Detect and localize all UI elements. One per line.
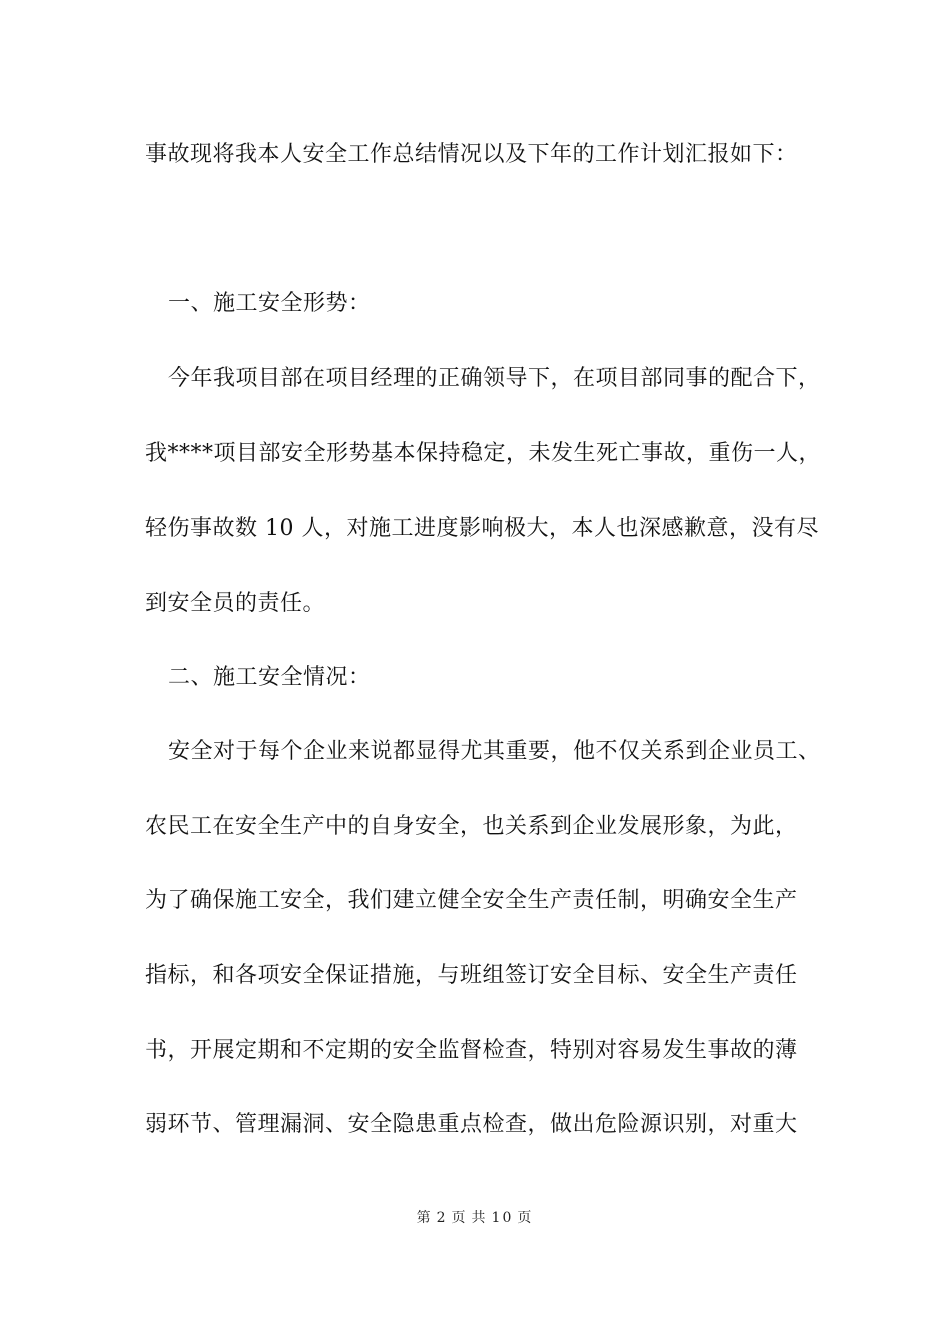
section-heading-2: 二、施工安全情况： [168, 665, 371, 690]
footer-prefix: 第 [416, 1210, 433, 1226]
body-line-7: 农民工在安全生产中的自身安全，也关系到企业发展形象，为此， [145, 814, 798, 839]
body-line-10: 书，开展定期和不定期的安全监督检查，特别对容易发生事故的薄 [145, 1038, 798, 1063]
body-line-3: 我****项目部安全形势基本保持稳定，未发生死亡事故，重伤一人， [145, 441, 822, 466]
body-line-6: 安全对于每个企业来说都显得尤其重要，他不仅关系到企业员工、 [168, 739, 821, 764]
section-heading-1: 一、施工安全形势： [168, 291, 371, 316]
footer-total-pages: 10 [491, 1210, 514, 1226]
body-line-4: 轻伤事故数 10 人，对施工进度影响极大，本人也深感歉意，没有尽 [145, 516, 819, 541]
body-line-1: 事故现将我本人安全工作总结情况以及下年的工作计划汇报如下： [145, 142, 798, 167]
body-line-2: 今年我项目部在项目经理的正确领导下，在项目部同事的配合下， [168, 366, 821, 391]
footer-suffix: 页 [517, 1210, 534, 1226]
body-line-11: 弱环节、管理漏洞、安全隐患重点检查，做出危险源识别，对重大 [145, 1112, 798, 1137]
body-line-8: 为了确保施工安全，我们建立健全安全生产责任制，明确安全生产 [145, 888, 798, 913]
footer-current-page: 2 [436, 1210, 448, 1226]
body-line-5: 到安全员的责任。 [145, 591, 326, 616]
body-line-9: 指标，和各项安全保证措施，与班组签订安全目标、安全生产责任 [145, 963, 798, 988]
footer-total-word: 共 [471, 1210, 488, 1226]
page-footer [0, 1208, 950, 1228]
footer-page-word: 页 [451, 1210, 468, 1226]
